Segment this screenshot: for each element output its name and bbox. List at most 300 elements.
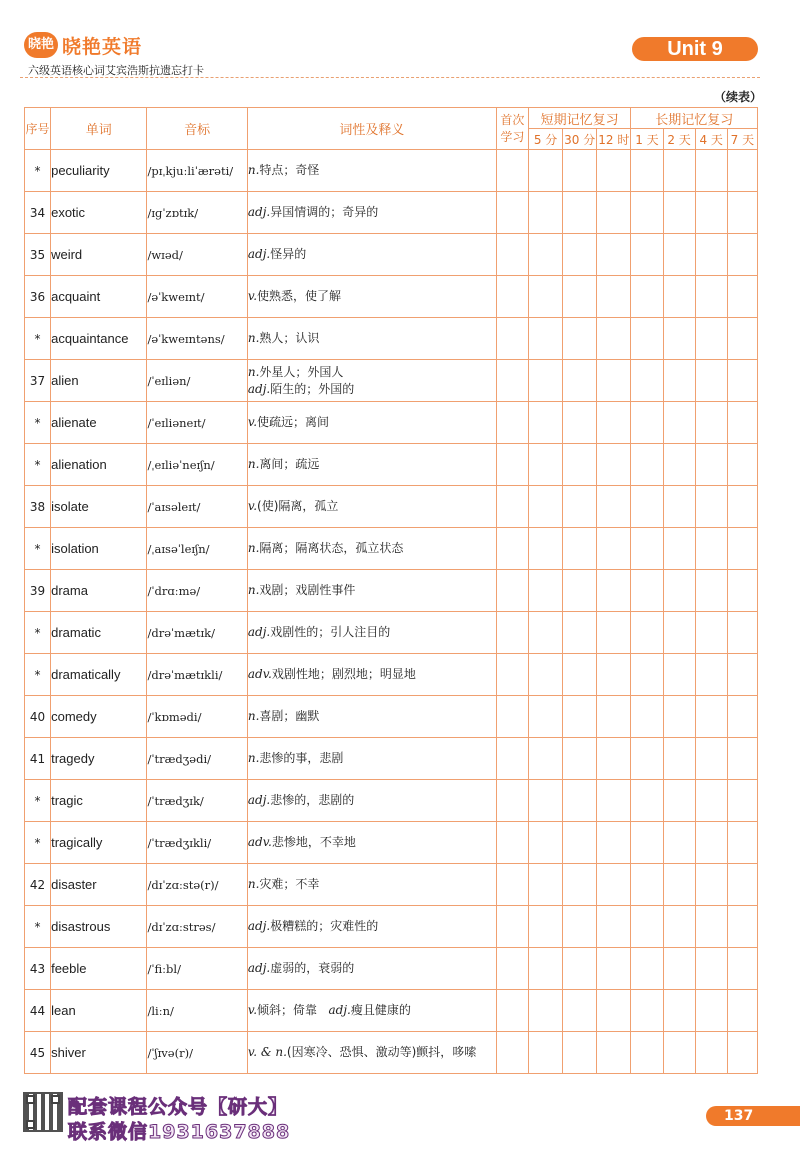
review-checkbox-cell[interactable] — [496, 1032, 528, 1074]
definition-text: 外星人；外国人 — [259, 364, 344, 379]
review-checkbox-cell[interactable] — [528, 1032, 562, 1074]
meaning-line — [248, 750, 496, 767]
phonetic-cell: /ˈtrædʒɪk/ — [147, 780, 247, 822]
review-checkbox-cell[interactable] — [528, 948, 562, 990]
review-checkbox-cell[interactable] — [528, 780, 562, 822]
review-checkbox-cell[interactable] — [695, 1032, 727, 1074]
meaning-line — [248, 456, 496, 473]
review-checkbox-cell[interactable] — [496, 696, 528, 738]
review-checkbox-cell[interactable] — [631, 234, 663, 276]
part-of-speech: adj. — [247, 961, 271, 975]
review-checkbox-cell[interactable] — [528, 234, 562, 276]
phonetic-cell: /ˈkɒmədi/ — [147, 696, 247, 738]
definition-text: (因寒冷、恐惧、激动等)颤抖，哆嗦 — [286, 1045, 477, 1059]
meaning-line — [248, 918, 496, 935]
review-checkbox-cell[interactable] — [695, 192, 727, 234]
review-checkbox-cell[interactable] — [597, 570, 631, 612]
review-checkbox-cell[interactable] — [727, 276, 757, 318]
review-checkbox-cell[interactable] — [597, 360, 631, 402]
review-checkbox-cell[interactable] — [597, 150, 631, 192]
review-checkbox-cell[interactable] — [631, 402, 663, 444]
definition-text: 陌生的；外国的 — [270, 381, 355, 396]
definition-text: 怪异的 — [270, 247, 307, 261]
definition-text: 倾斜；倚靠 — [257, 1003, 318, 1017]
table-row — [25, 444, 758, 486]
review-checkbox-cell[interactable] — [496, 234, 528, 276]
review-checkbox-cell[interactable] — [695, 738, 727, 780]
part-of-speech: n. — [247, 457, 260, 471]
table-row — [25, 486, 758, 528]
row-number: * — [25, 654, 51, 696]
review-checkbox-cell[interactable] — [727, 948, 757, 990]
review-checkbox-cell[interactable] — [727, 444, 757, 486]
review-checkbox-cell[interactable] — [663, 318, 695, 360]
review-checkbox-cell[interactable] — [663, 780, 695, 822]
definition-text: 异国情调的；奇异的 — [270, 205, 379, 219]
table-row — [25, 192, 758, 234]
review-checkbox-cell[interactable] — [597, 486, 631, 528]
word-cell: tragedy — [51, 738, 147, 780]
review-checkbox-cell[interactable] — [663, 696, 695, 738]
word-cell: isolate — [51, 486, 147, 528]
review-checkbox-cell[interactable] — [496, 318, 528, 360]
phonetic-cell: /ˌaɪsəˈleɪʃn/ — [147, 528, 247, 570]
review-checkbox-cell[interactable] — [528, 150, 562, 192]
review-checkbox-cell[interactable] — [563, 822, 597, 864]
review-checkbox-cell[interactable] — [563, 444, 597, 486]
part-of-speech: n. — [247, 364, 260, 379]
row-number: 41 — [25, 738, 51, 780]
review-checkbox-cell[interactable] — [663, 402, 695, 444]
word-cell: dramatic — [51, 612, 147, 654]
review-checkbox-cell[interactable] — [631, 948, 663, 990]
review-checkbox-cell[interactable] — [631, 150, 663, 192]
review-checkbox-cell[interactable] — [563, 276, 597, 318]
review-checkbox-cell[interactable] — [695, 948, 727, 990]
header-meaning: 词性及释义 — [247, 108, 496, 150]
part-of-speech: n. — [247, 163, 260, 177]
part-of-speech: v. — [247, 415, 258, 429]
review-checkbox-cell[interactable] — [663, 990, 695, 1032]
review-checkbox-cell[interactable] — [496, 738, 528, 780]
review-checkbox-cell[interactable] — [528, 864, 562, 906]
review-checkbox-cell[interactable] — [663, 528, 695, 570]
review-checkbox-cell[interactable] — [563, 948, 597, 990]
review-checkbox-cell[interactable] — [631, 360, 663, 402]
review-checkbox-cell[interactable] — [528, 570, 562, 612]
review-checkbox-cell[interactable] — [597, 1032, 631, 1074]
page-header — [0, 0, 800, 104]
meaning-cell — [247, 444, 496, 486]
review-checkbox-cell[interactable] — [695, 906, 727, 948]
review-checkbox-cell[interactable] — [727, 360, 757, 402]
row-number: * — [25, 906, 51, 948]
review-checkbox-cell[interactable] — [563, 486, 597, 528]
review-checkbox-cell[interactable] — [695, 864, 727, 906]
review-checkbox-cell[interactable] — [663, 486, 695, 528]
meaning-line — [248, 204, 496, 221]
meaning-cell — [247, 990, 496, 1032]
review-checkbox-cell[interactable] — [597, 612, 631, 654]
review-checkbox-cell[interactable] — [496, 402, 528, 444]
phonetic-cell: /ˌeɪliəˈneɪʃn/ — [147, 444, 247, 486]
review-checkbox-cell[interactable] — [528, 738, 562, 780]
review-checkbox-cell[interactable] — [631, 906, 663, 948]
review-checkbox-cell[interactable] — [631, 780, 663, 822]
part-of-speech: n. — [247, 583, 260, 597]
review-checkbox-cell[interactable] — [563, 738, 597, 780]
review-checkbox-cell[interactable] — [631, 696, 663, 738]
review-checkbox-cell[interactable] — [496, 444, 528, 486]
review-checkbox-cell[interactable] — [563, 696, 597, 738]
review-checkbox-cell[interactable] — [597, 864, 631, 906]
review-checkbox-cell[interactable] — [727, 150, 757, 192]
row-number: 37 — [25, 360, 51, 402]
review-checkbox-cell[interactable] — [528, 402, 562, 444]
row-number: * — [25, 612, 51, 654]
review-checkbox-cell[interactable] — [663, 234, 695, 276]
review-checkbox-cell[interactable] — [496, 906, 528, 948]
review-checkbox-cell[interactable] — [663, 864, 695, 906]
header-long-col: 1 天 — [631, 129, 663, 150]
review-checkbox-cell[interactable] — [695, 402, 727, 444]
review-checkbox-cell[interactable] — [528, 276, 562, 318]
meaning-line — [248, 666, 496, 683]
phonetic-cell: /liːn/ — [147, 990, 247, 1032]
definition-text: 悲惨的，悲剧的 — [270, 793, 355, 807]
review-checkbox-cell[interactable] — [563, 654, 597, 696]
review-checkbox-cell[interactable] — [563, 192, 597, 234]
review-checkbox-cell[interactable] — [727, 1032, 757, 1074]
phonetic-cell: /drəˈmætɪkli/ — [147, 654, 247, 696]
review-checkbox-cell[interactable] — [496, 360, 528, 402]
review-checkbox-cell[interactable] — [563, 360, 597, 402]
review-checkbox-cell[interactable] — [727, 528, 757, 570]
review-checkbox-cell[interactable] — [631, 738, 663, 780]
word-cell: feeble — [51, 948, 147, 990]
part-of-speech: adv. — [247, 667, 272, 681]
meaning-cell — [247, 234, 496, 276]
review-checkbox-cell[interactable] — [695, 780, 727, 822]
review-checkbox-cell[interactable] — [597, 780, 631, 822]
meaning-cell — [247, 780, 496, 822]
row-number: 40 — [25, 696, 51, 738]
part-of-speech: adj. — [247, 247, 271, 261]
review-checkbox-cell[interactable] — [695, 276, 727, 318]
review-checkbox-cell[interactable] — [496, 864, 528, 906]
row-number: 35 — [25, 234, 51, 276]
review-checkbox-cell[interactable] — [631, 1032, 663, 1074]
table-row — [25, 948, 758, 990]
review-checkbox-cell[interactable] — [631, 570, 663, 612]
unit-badge: Unit 9 — [632, 37, 758, 61]
review-checkbox-cell[interactable] — [663, 150, 695, 192]
review-checkbox-cell[interactable] — [631, 276, 663, 318]
review-checkbox-cell[interactable] — [727, 486, 757, 528]
table-row — [25, 780, 758, 822]
part-of-speech: n. — [247, 331, 260, 345]
table-row — [25, 822, 758, 864]
review-checkbox-cell[interactable] — [597, 906, 631, 948]
review-checkbox-cell[interactable] — [496, 570, 528, 612]
part-of-speech: v. — [247, 499, 258, 513]
page-subtitle: 六级英语核心词艾宾浩斯抗遗忘打卡 — [28, 64, 204, 77]
definition-text: 戏剧性的；引人注目的 — [270, 625, 391, 639]
row-number: 34 — [25, 192, 51, 234]
review-checkbox-cell[interactable] — [727, 696, 757, 738]
meaning-cell — [247, 318, 496, 360]
review-checkbox-cell[interactable] — [563, 150, 597, 192]
meaning-cell — [247, 948, 496, 990]
review-checkbox-cell[interactable] — [528, 528, 562, 570]
row-number: 39 — [25, 570, 51, 612]
review-checkbox-cell[interactable] — [695, 234, 727, 276]
review-checkbox-cell[interactable] — [528, 906, 562, 948]
word-cell: dramatically — [51, 654, 147, 696]
review-checkbox-cell[interactable] — [663, 822, 695, 864]
header-short-term: 短期记忆复习 — [528, 108, 630, 129]
review-checkbox-cell[interactable] — [563, 864, 597, 906]
review-checkbox-cell[interactable] — [631, 864, 663, 906]
word-cell: alien — [51, 360, 147, 402]
review-checkbox-cell[interactable] — [663, 738, 695, 780]
review-checkbox-cell[interactable] — [597, 822, 631, 864]
review-checkbox-cell[interactable] — [695, 612, 727, 654]
row-number: * — [25, 150, 51, 192]
part-of-speech: adj. — [247, 625, 271, 639]
review-checkbox-cell[interactable] — [727, 234, 757, 276]
review-checkbox-cell[interactable] — [496, 486, 528, 528]
review-checkbox-cell[interactable] — [631, 192, 663, 234]
review-checkbox-cell[interactable] — [528, 822, 562, 864]
review-checkbox-cell[interactable] — [727, 990, 757, 1032]
meaning-line — [248, 414, 496, 431]
meaning-cell — [247, 738, 496, 780]
review-checkbox-cell[interactable] — [727, 318, 757, 360]
header-divider — [20, 77, 760, 78]
word-cell: shiver — [51, 1032, 147, 1074]
phonetic-cell: /ˈeɪliəneɪt/ — [147, 402, 247, 444]
header-phonetic: 音标 — [147, 108, 247, 150]
review-checkbox-cell[interactable] — [563, 1032, 597, 1074]
review-checkbox-cell[interactable] — [663, 192, 695, 234]
review-checkbox-cell[interactable] — [528, 990, 562, 1032]
meaning-cell — [247, 486, 496, 528]
review-checkbox-cell[interactable] — [631, 990, 663, 1032]
phonetic-cell: /ˈeɪliən/ — [147, 360, 247, 402]
review-checkbox-cell[interactable] — [663, 360, 695, 402]
review-checkbox-cell[interactable] — [727, 822, 757, 864]
review-checkbox-cell[interactable] — [496, 612, 528, 654]
meaning-cell — [247, 192, 496, 234]
review-checkbox-cell[interactable] — [663, 570, 695, 612]
meaning-line — [248, 708, 496, 725]
phonetic-cell: /pɪˌkjuːliˈærəti/ — [147, 150, 247, 192]
part-of-speech: adj. — [247, 793, 271, 807]
review-checkbox-cell[interactable] — [695, 444, 727, 486]
review-checkbox-cell[interactable] — [631, 444, 663, 486]
review-checkbox-cell[interactable] — [695, 654, 727, 696]
phonetic-cell: /ˈtrædʒɪkli/ — [147, 822, 247, 864]
review-checkbox-cell[interactable] — [695, 360, 727, 402]
review-checkbox-cell[interactable] — [563, 528, 597, 570]
review-checkbox-cell[interactable] — [663, 906, 695, 948]
table-row — [25, 738, 758, 780]
review-checkbox-cell[interactable] — [631, 486, 663, 528]
review-checkbox-cell[interactable] — [727, 612, 757, 654]
review-checkbox-cell[interactable] — [631, 822, 663, 864]
phonetic-cell: /dɪˈzɑːstrəs/ — [147, 906, 247, 948]
table-row — [25, 906, 758, 948]
definition-text: 隔离；隔离状态，孤立状态 — [259, 541, 404, 555]
meaning-cell — [247, 822, 496, 864]
review-checkbox-cell[interactable] — [496, 276, 528, 318]
part-of-speech: v. & n. — [247, 1045, 287, 1059]
review-checkbox-cell[interactable] — [663, 1032, 695, 1074]
part-of-speech: adj. — [247, 919, 271, 933]
meaning-cell — [247, 654, 496, 696]
review-checkbox-cell[interactable] — [663, 276, 695, 318]
part-of-speech: n. — [247, 709, 260, 723]
meaning-line — [248, 498, 496, 515]
review-checkbox-cell[interactable] — [631, 318, 663, 360]
review-checkbox-cell[interactable] — [496, 990, 528, 1032]
review-checkbox-cell[interactable] — [695, 696, 727, 738]
review-checkbox-cell[interactable] — [563, 318, 597, 360]
review-checkbox-cell[interactable] — [663, 444, 695, 486]
row-number: * — [25, 402, 51, 444]
row-number: 44 — [25, 990, 51, 1032]
review-checkbox-cell[interactable] — [563, 570, 597, 612]
review-checkbox-cell[interactable] — [663, 654, 695, 696]
part-of-speech: adj. — [328, 1003, 351, 1017]
review-checkbox-cell[interactable] — [563, 780, 597, 822]
review-checkbox-cell[interactable] — [597, 234, 631, 276]
review-checkbox-cell[interactable] — [496, 780, 528, 822]
phonetic-cell: /ɪɡˈzɒtɪk/ — [147, 192, 247, 234]
word-cell: disaster — [51, 864, 147, 906]
review-checkbox-cell[interactable] — [597, 990, 631, 1032]
meaning-cell — [247, 528, 496, 570]
review-checkbox-cell[interactable] — [597, 738, 631, 780]
word-cell: alienation — [51, 444, 147, 486]
definition-text: 戏剧；戏剧性事件 — [259, 583, 356, 597]
review-checkbox-cell[interactable] — [727, 780, 757, 822]
review-checkbox-cell[interactable] — [597, 444, 631, 486]
review-checkbox-cell[interactable] — [663, 948, 695, 990]
review-checkbox-cell[interactable] — [695, 822, 727, 864]
phonetic-cell: /ˈfiːbl/ — [147, 948, 247, 990]
review-checkbox-cell[interactable] — [597, 696, 631, 738]
phonetic-cell: /dɪˈzɑːstə(r)/ — [147, 864, 247, 906]
phonetic-cell: /ˈaɪsəleɪt/ — [147, 486, 247, 528]
part-of-speech: adj. — [247, 205, 271, 219]
review-checkbox-cell[interactable] — [528, 360, 562, 402]
header-num: 序号 — [25, 108, 51, 150]
qr-code — [23, 1092, 63, 1132]
review-checkbox-cell[interactable] — [695, 318, 727, 360]
review-checkbox-cell[interactable] — [528, 654, 562, 696]
row-number: 38 — [25, 486, 51, 528]
review-checkbox-cell[interactable] — [597, 528, 631, 570]
header-long-term: 长期记忆复习 — [631, 108, 758, 129]
review-checkbox-cell[interactable] — [597, 402, 631, 444]
review-checkbox-cell[interactable] — [631, 654, 663, 696]
review-checkbox-cell[interactable] — [727, 654, 757, 696]
review-checkbox-cell[interactable] — [597, 654, 631, 696]
word-cell: disastrous — [51, 906, 147, 948]
review-checkbox-cell[interactable] — [496, 822, 528, 864]
table-row — [25, 696, 758, 738]
review-checkbox-cell[interactable] — [496, 192, 528, 234]
review-checkbox-cell[interactable] — [695, 486, 727, 528]
review-checkbox-cell[interactable] — [563, 906, 597, 948]
part-of-speech: n. — [247, 541, 260, 555]
definition-text: 极糟糕的；灾难性的 — [270, 919, 379, 933]
review-checkbox-cell[interactable] — [563, 990, 597, 1032]
review-checkbox-cell[interactable] — [496, 150, 528, 192]
definition-text: 悲惨的事，悲剧 — [259, 751, 344, 765]
review-checkbox-cell[interactable] — [727, 402, 757, 444]
table-row — [25, 990, 758, 1032]
review-checkbox-cell[interactable] — [727, 864, 757, 906]
meaning-cell — [247, 570, 496, 612]
review-checkbox-cell[interactable] — [631, 528, 663, 570]
table-row — [25, 402, 758, 444]
table-row — [25, 654, 758, 696]
review-checkbox-cell[interactable] — [563, 402, 597, 444]
review-checkbox-cell[interactable] — [597, 276, 631, 318]
review-checkbox-cell[interactable] — [727, 192, 757, 234]
word-cell: drama — [51, 570, 147, 612]
review-checkbox-cell[interactable] — [496, 528, 528, 570]
review-checkbox-cell[interactable] — [631, 612, 663, 654]
review-checkbox-cell[interactable] — [695, 528, 727, 570]
review-checkbox-cell[interactable] — [496, 654, 528, 696]
table-row — [25, 864, 758, 906]
review-checkbox-cell[interactable] — [695, 990, 727, 1032]
review-checkbox-cell[interactable] — [597, 318, 631, 360]
review-checkbox-cell[interactable] — [528, 444, 562, 486]
review-checkbox-cell[interactable] — [727, 570, 757, 612]
definition-text: 戏剧性地；剧烈地；明显地 — [271, 667, 416, 681]
review-checkbox-cell[interactable] — [563, 612, 597, 654]
review-checkbox-cell[interactable] — [528, 612, 562, 654]
review-checkbox-cell[interactable] — [563, 234, 597, 276]
review-checkbox-cell[interactable] — [727, 906, 757, 948]
review-checkbox-cell[interactable] — [597, 192, 631, 234]
review-checkbox-cell[interactable] — [528, 192, 562, 234]
word-cell: weird — [51, 234, 147, 276]
review-checkbox-cell[interactable] — [528, 318, 562, 360]
definition-text: 离间；疏远 — [259, 457, 320, 471]
row-number: 36 — [25, 276, 51, 318]
review-checkbox-cell[interactable] — [528, 696, 562, 738]
vocabulary-table — [24, 107, 758, 1074]
review-checkbox-cell[interactable] — [528, 486, 562, 528]
word-cell: acquaintance — [51, 318, 147, 360]
review-checkbox-cell[interactable] — [597, 948, 631, 990]
review-checkbox-cell[interactable] — [695, 570, 727, 612]
row-number: * — [25, 528, 51, 570]
review-checkbox-cell[interactable] — [727, 738, 757, 780]
word-cell: tragically — [51, 822, 147, 864]
row-number: * — [25, 444, 51, 486]
review-checkbox-cell[interactable] — [663, 612, 695, 654]
review-checkbox-cell[interactable] — [496, 948, 528, 990]
phonetic-cell: /ˈʃɪvə(r)/ — [147, 1032, 247, 1074]
review-checkbox-cell[interactable] — [695, 150, 727, 192]
